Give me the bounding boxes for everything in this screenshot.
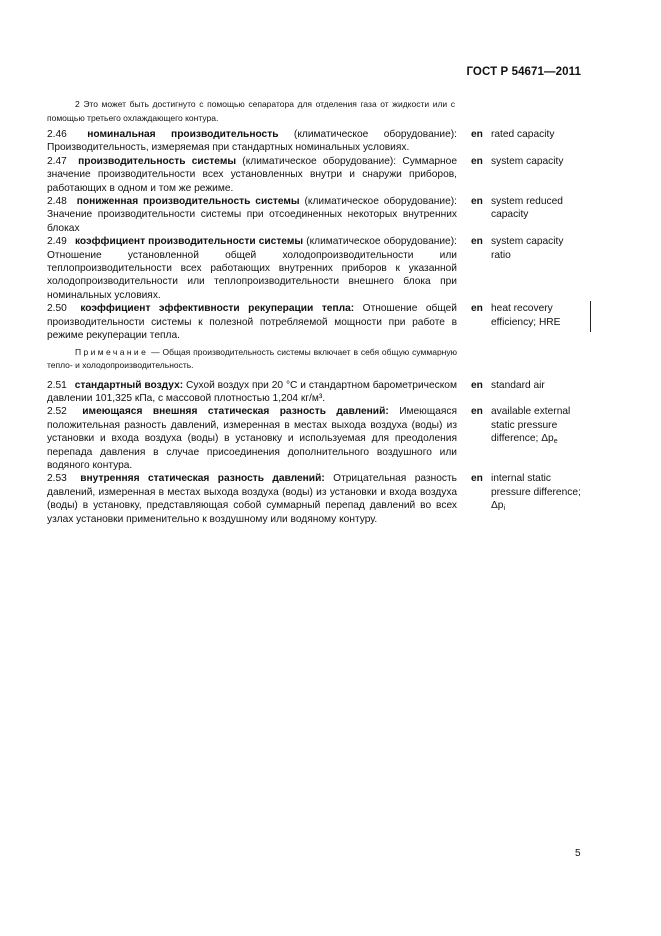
language-code: en [471, 236, 483, 248]
english-term: system capacity ratio [491, 236, 564, 261]
term-number: 2.52 [47, 406, 67, 418]
document-body [47, 98, 587, 526]
term-entry-2-53 [47, 472, 587, 526]
term-equivalent [471, 472, 583, 515]
term-definition-block [47, 379, 457, 406]
revision-bar [590, 301, 591, 332]
term-entry-2-46 [47, 128, 587, 155]
language-code: en [471, 129, 483, 140]
term-definition: (климатическое оборудование): Отношение установленной общей холодопроизводительности или теплопроизводительности всех работающих внутренних приборов к указанной холодопроизводительности или теплопроизводительности внешнего блока при номинальных условиях. [47, 236, 457, 301]
term-definition-block [47, 472, 457, 526]
term-equivalent [471, 235, 583, 262]
term-number: 2.49 [47, 236, 67, 248]
term-equivalent [471, 195, 583, 222]
note-text: — Общая производительность системы включает в себя общую суммарную тепло- и холодопроизводительность. [47, 346, 457, 370]
term-name: коэффициент производительности системы [74, 236, 304, 248]
english-term-text: available external static pressure difference; Δp [491, 406, 571, 445]
term-definition-block [47, 302, 457, 342]
footnote: 2 Это может быть достигнуто с помощью сепаратора для отделения газа от жидкости или с помощью третьего охлаждающего контура. [47, 99, 455, 123]
term-equivalent [471, 302, 583, 329]
term-definition-block [47, 128, 457, 155]
term-number: 2.47 [47, 155, 67, 167]
term-definition-block [47, 405, 457, 472]
note-label: Примечание [75, 346, 149, 357]
term-entry-2-48 [47, 195, 587, 235]
term-entry-2-50 [47, 302, 587, 342]
language-code: en [471, 473, 483, 485]
standard-code: ГОСТ Р 54671—2011 [466, 66, 581, 78]
language-code: en [471, 379, 483, 391]
term-name: коэффициент эффективности рекуперации тепла: [80, 303, 355, 315]
term-equivalent [471, 155, 583, 168]
term-name: внутренняя статическая разность давлений: [80, 473, 325, 485]
english-term: system reduced capacity [491, 196, 563, 221]
language-code: en [471, 196, 483, 208]
english-term [491, 472, 583, 515]
term-entry-2-49 [47, 235, 587, 302]
term-name: пониженная производительность системы [76, 196, 300, 208]
term-name: имеющаяся внешняя статическая разность давлений: [82, 406, 389, 418]
term-definition-block [47, 195, 457, 235]
term-equivalent [471, 379, 583, 392]
term-entry-2-47 [47, 155, 587, 195]
term-number: 2.53 [47, 473, 67, 485]
english-term [491, 405, 583, 448]
term-definition: (климатическое оборудование): Производительность, измеряемая при стандартных номинальных условиях. [47, 129, 457, 154]
term-number: 2.48 [47, 196, 67, 208]
term-definition: Отрицательная разность давлений, измеренная в местах выхода воздуха (воды) из установки и входа воздуха (воды) в установку, представляющая собой суммарный перепад давлений во всех узлах установки применительно к воздушному или водяному контуру. [47, 473, 457, 525]
language-code: en [471, 155, 483, 167]
term-definition: Имеющаяся положительная разность давлений, измеренная в местах выхода воздуха (воды) из установки и входа воздуха (воды) в установку и используемая для преодоления перепада давления в случае присоединения дополнительного воздушного или водяного контура. [47, 406, 457, 471]
term-entry-2-51 [47, 379, 587, 406]
english-term-subscript: e [553, 438, 558, 446]
note [47, 346, 457, 373]
term-definition-block [47, 235, 457, 302]
term-entry-2-52 [47, 405, 587, 472]
english-term: system capacity [491, 155, 564, 167]
term-name: производительность системы [78, 155, 237, 167]
term-definition: (климатическое оборудование): Значение производительности системы при отсоединенных некоторых внутренних блоках [47, 196, 457, 234]
english-term: standard air [491, 379, 545, 391]
language-code: en [471, 406, 483, 418]
english-term-subscript: i [503, 505, 506, 513]
term-number: 2.50 [47, 303, 67, 315]
language-code: en [471, 303, 483, 315]
english-term: rated capacity [491, 129, 555, 140]
term-name: номинальная производительность [87, 129, 279, 140]
english-term-text: internal static pressure difference; Δp [491, 473, 581, 512]
term-definition-block [47, 155, 457, 195]
term-equivalent [471, 405, 583, 448]
term-definition: Отношение общей производительности системы к полезной потребляемой мощности при работе в режиме рекуперации тепла. [47, 303, 457, 342]
term-definition: Сухой воздух при 20 °С и стандартном барометрическом давлении 101,325 кПа, с массовой плотностью 1,204 кг/м³. [47, 379, 457, 404]
term-name: стандартный воздух: [74, 379, 184, 391]
term-number: 2.51 [47, 379, 67, 391]
term-number: 2.46 [47, 129, 67, 140]
page-number: 5 [575, 848, 581, 859]
english-term: heat recovery efficiency; HRE [491, 303, 561, 328]
term-definition: (климатическое оборудование): Суммарное значение производительности всех установленных внутри и снаружи приборов, работающих в одном и том же режиме. [47, 155, 457, 194]
term-equivalent [471, 128, 583, 141]
